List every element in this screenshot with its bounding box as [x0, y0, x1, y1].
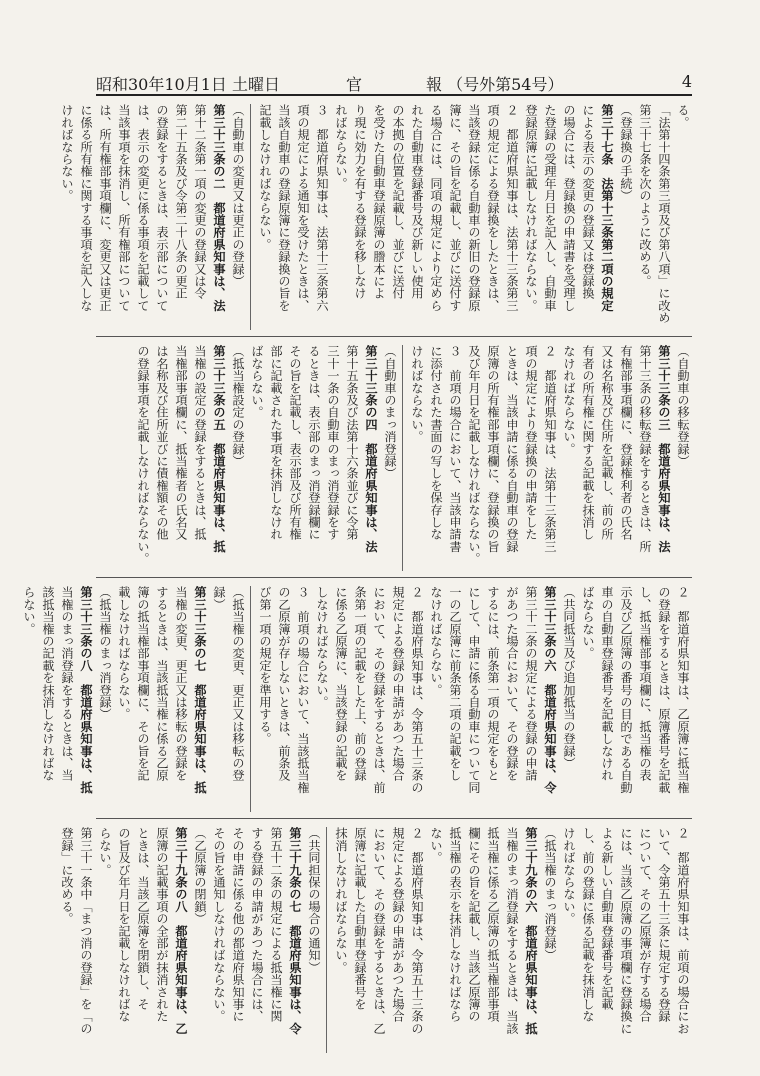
article-heading-line: 第三十三条の五 都道府県知事は、抵	[212, 345, 226, 553]
article-heading-line: 第三十九条の七 都道府県知事は、令	[288, 827, 302, 1035]
text-line: （抵当権のまっ消登録）	[543, 827, 557, 962]
text-line: （抵当権のまっ消登録）	[98, 586, 112, 721]
text-line: 欄にその旨を記載し、当該乙原簿の	[467, 827, 481, 1023]
text-line: ければならない。	[410, 345, 424, 443]
text-line: ２ 都道府県知事は、令第五十三条の	[410, 586, 424, 794]
text-line: 当該事項を抹消し、所有権部について	[117, 104, 131, 312]
text-line: 又は名称及び住所を記載し、前の所	[600, 345, 614, 541]
text-line: 規定による登録の申請があつた場合	[391, 586, 405, 782]
text-line: しなければならない。	[315, 586, 329, 708]
article-heading-line: 第三十三条の六 都道府県知事は、令	[543, 586, 557, 794]
text-line: ばならない。	[581, 586, 595, 660]
text-line: （抵当権の変更、更正又は移転の登	[231, 586, 245, 782]
text-line: いて、令第五十三条に規定する登録	[657, 827, 671, 1023]
text-line: 第十五条及び法第十六条並びに令第	[345, 345, 359, 541]
issue-date: 昭和30年10月1日 土曜日	[96, 75, 280, 94]
text-line: 簿に、その旨を記載し、並びに送付す	[448, 104, 462, 312]
text-line: 有権部事項欄に、登録権利者の氏名	[619, 345, 633, 541]
text-line: ない。	[429, 827, 443, 864]
column-divider	[402, 345, 404, 571]
text-line: （乙原簿の閉鎖）	[193, 827, 207, 925]
text-tier-2	[96, 339, 692, 578]
text-line: り現に効力を有する登録を移しなけ	[353, 104, 367, 300]
column-divider	[250, 586, 252, 812]
text-line: にして、申請に係る自動車について同	[467, 586, 481, 794]
text-line: 条第一項の記載をした上、前の登録	[353, 586, 367, 782]
text-line: 簿の抵当権部事項欄に、その旨を記	[136, 586, 150, 782]
text-line: ２ 都道府県知事は、乙原簿に抵当権	[676, 586, 690, 794]
text-line: に係る乙原簿に、当該登録の記載を	[334, 586, 348, 782]
text-line: 当該自動車の登録原簿に登録換の旨を	[277, 104, 291, 312]
text-line: 及び年月日を記載しなければならない。	[467, 345, 481, 565]
text-tier-4	[60, 821, 692, 1059]
text-line: 第三十七条を次のように改める。	[638, 104, 652, 287]
text-line: 該抵当権の記載を抹消しなければな	[41, 586, 55, 782]
text-line: には、当該乙原簿の事項欄に登録換に	[619, 827, 633, 1035]
text-line: による表示の変更の登録又は登録換	[581, 104, 595, 300]
text-line: 第十二条第一項の変更の登録又は令	[193, 104, 207, 300]
text-line: 項の規定により登録換の申請をした	[524, 345, 538, 541]
article-heading-line: 第三十七条 法第十三条第二項の規定	[600, 104, 614, 312]
text-line: は、表示の変更に係る事項を記載して	[136, 104, 150, 312]
text-line: ればならない。	[334, 104, 348, 190]
text-line: は名称及び住所並びに債権額その他	[155, 345, 169, 541]
text-line: る場合には、同項の規定により定めら	[429, 104, 443, 312]
text-line: 録）	[212, 586, 226, 611]
text-line: の場合には、登録換の申請書を受理し	[562, 104, 576, 312]
page-header	[96, 54, 692, 96]
gazette-name-left: 官	[346, 75, 365, 94]
text-line: 項の規定による通知を受けたときは、	[296, 104, 310, 312]
text-line: ２ 都道府県知事は、法第十三条第三	[543, 345, 557, 553]
column-divider	[326, 827, 328, 1053]
text-line: の登録事項を記載しなければならない。	[136, 345, 150, 565]
text-tier-3	[22, 580, 692, 819]
text-line: （自動車のまっ消登録）	[383, 345, 397, 480]
text-line: （共同担保の場合の通知）	[307, 827, 321, 974]
text-line: し、抵当権部事項欄に、抵当権の表	[638, 586, 652, 782]
text-line: 第五十二条の規定による抵当権に関	[269, 827, 283, 1023]
text-line: よる新しい自動車登録番号を記載	[600, 827, 614, 1010]
tier-columns	[60, 104, 692, 330]
text-line: 部に記載された事項を抹消しなけれ	[269, 345, 283, 541]
text-line: は、所有権部事項欄に、変更又は更正	[98, 104, 112, 312]
text-line: の登録をするときは、表示部について	[155, 104, 169, 312]
text-tier-1	[60, 98, 692, 337]
text-line: 第十三条の移転登録をするときは、所	[638, 345, 652, 553]
text-line: ３ 前項の場合において、当該申請書	[448, 345, 462, 553]
tier-columns	[22, 586, 692, 812]
text-line: ２ 都道府県知事は、前項の場合にお	[676, 827, 690, 1035]
text-line: の乙原簿が存しないときは、前条及	[277, 586, 291, 782]
text-line: に添付された書面の写しを保存しな	[429, 345, 443, 541]
text-line: 抵当権に係る乙原簿の抵当権部事項	[486, 827, 500, 1023]
text-line: に係る所有権に関する事項を記入しな	[79, 104, 93, 312]
text-line: 載しなければならない。	[117, 586, 131, 721]
text-line: ３ 前項の場合において、当該抵当権	[296, 586, 310, 794]
text-line: 項の規定による登録換をしたときは、	[486, 104, 500, 312]
column-divider	[250, 104, 252, 330]
text-line: （登録換の手続）	[619, 104, 633, 202]
text-line: なければならない。	[429, 586, 443, 696]
text-line: するには、前条第一項の規定をもと	[486, 586, 500, 782]
text-line: する登録の申請があつた場合には、	[250, 827, 264, 1023]
text-line: 「法第十四条第三項及び第八項」に改め	[657, 104, 671, 324]
text-line: し、前の登録に係る記載を抹消しな	[581, 827, 595, 1023]
text-line: ばならない。	[250, 345, 264, 419]
text-line: るときは、表示部のまっ消登録欄に	[307, 345, 321, 541]
article-heading-line: 第三十九条の六 都道府県知事は、抵	[524, 827, 538, 1035]
text-line: 当権のまっ消登録をするときは、当該	[505, 827, 519, 1035]
article-heading-line: 第三十三条の四 都道府県知事は、法	[364, 345, 378, 553]
article-heading-line: 第三十三条の八 都道府県知事は、抵	[79, 586, 93, 794]
text-line: 規定による登録の申請があつた場合	[391, 827, 405, 1023]
text-line: ３ 都道府県知事は、法第十三条第六	[315, 104, 329, 312]
gazette-issue: 報 （号外第54号）	[426, 75, 564, 94]
text-line: があつた場合において、その登録を	[505, 586, 519, 782]
text-line: 示及び乙原簿の番号の目的である自動	[619, 586, 633, 794]
text-line: らない。	[22, 586, 36, 635]
text-line: 第三十二条の規定による登録の申請	[524, 586, 538, 782]
text-line: （自動車の変更又は更正の登録）	[231, 104, 245, 287]
text-line: らない。	[98, 827, 112, 876]
text-line: 原簿の所有権部事項欄に、登録換の旨	[486, 345, 500, 553]
text-line: た登録の受理年月日を記入し、自動車	[543, 104, 557, 312]
text-line: 当権の設定の登録をするときは、抵	[193, 345, 207, 541]
text-line: その旨を記載し、表示部及び所有権	[288, 345, 302, 541]
text-line: 記載しなければならない。	[258, 104, 272, 251]
text-line: 原簿の記載事項の全部が抹消された	[155, 827, 169, 1023]
text-line: （共同抵当及び追加抵当の登録）	[562, 586, 576, 769]
text-line: ときは、当該申請に係る自動車の登録	[505, 345, 519, 553]
text-line: その旨を通知しなければならない。	[212, 827, 226, 1023]
text-line: 登録」に改める。	[60, 827, 74, 925]
text-line: 当権のまっ消登録をするときは、当	[60, 586, 74, 782]
text-line: 当該登録に係る自動車の新旧の登録原	[467, 104, 481, 312]
text-line: において、その登録をするときは、乙	[372, 827, 386, 1035]
text-line: 車の自動車登録番号を記載しなけれ	[600, 586, 614, 782]
text-line: 第三十一条中「まつ消の登録」を「の	[79, 827, 93, 1035]
article-heading-line: 第三十三条の二 都道府県知事は、法	[212, 104, 226, 312]
text-line: ときは、当該乙原簿を閉鎖し、そ	[136, 827, 150, 1010]
text-line: について、その乙原簿が存する場合	[638, 827, 652, 1023]
text-line: するときは、当該抵当権に係る乙原	[155, 586, 169, 782]
text-line: その申請に係る他の都道府県知事に	[231, 827, 245, 1023]
text-line: 原簿に記載した自動車登録番号を	[353, 827, 367, 1010]
text-line: 一の乙原簿に前条第二項の記載をし	[448, 586, 462, 782]
text-line: （自動車の移転登録）	[676, 345, 690, 467]
tier-columns	[96, 345, 692, 571]
text-line: なければならない。	[562, 345, 576, 455]
text-line: 当権部事項欄に、抵当権者の氏名又	[174, 345, 188, 541]
tier-columns	[60, 827, 692, 1053]
text-line: において、その登録をするときは、前	[372, 586, 386, 794]
text-line: の旨及び年月日を記載しなければな	[117, 827, 131, 1023]
text-line: 登録原簿に記載しなければならない。	[524, 104, 538, 312]
text-line: 三十一条の自動車のまっ消登録をす	[326, 345, 340, 541]
article-body	[22, 98, 692, 1062]
article-heading-line: 第三十三条の七 都道府県知事は、抵	[193, 586, 207, 794]
text-line: 抵当権の表示を抹消しなければなら	[448, 827, 462, 1023]
text-line: （抵当権設定の登録）	[231, 345, 245, 467]
text-line: 抹消しなければならない。	[334, 827, 348, 974]
page-number: 4	[681, 72, 692, 91]
article-heading-line: 第三十三条の三 都道府県知事は、法	[657, 345, 671, 553]
text-line: れた自動車登録番号及び新しい使用	[410, 104, 424, 300]
text-line: ２ 都道府県知事は、令第五十三条の	[410, 827, 424, 1035]
text-line: の登録をするときは、原簿番号を記載	[657, 586, 671, 794]
text-line: 有者の所有権に関する記載を抹消し	[581, 345, 595, 541]
text-line: の本拠の位置を記載し、並びに送付	[391, 104, 405, 300]
text-line: る。	[676, 104, 690, 129]
text-line: 当権の変更、更正又は移転の登録を	[174, 586, 188, 782]
article-heading-line: 第三十九条の八 都道府県知事は、乙	[174, 827, 188, 1035]
text-line: ければならない。	[562, 827, 576, 925]
text-line: び第一項の規定を準用する。	[258, 586, 272, 745]
text-line: ２ 都道府県知事は、法第十三条第三	[505, 104, 519, 312]
text-line: ければならない。	[60, 104, 74, 202]
text-line: を受けた自動車登録原簿の謄本によ	[372, 104, 386, 300]
text-line: 第二十五条及び令第二十八条の更正	[174, 104, 188, 300]
